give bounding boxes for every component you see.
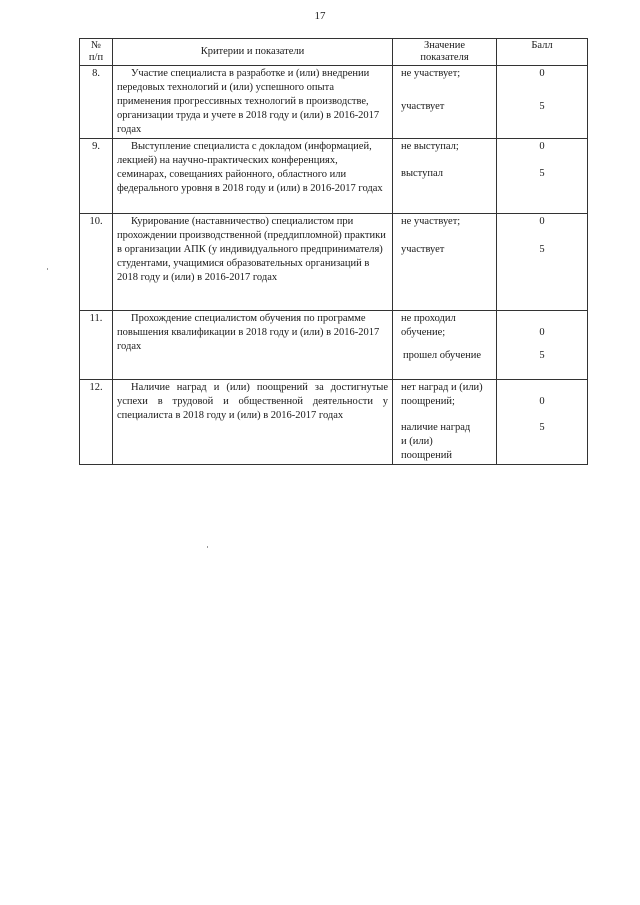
row-number: 10. (80, 214, 113, 311)
row-scores (497, 139, 588, 214)
row-values (393, 66, 497, 139)
page-number: 17 (314, 10, 326, 22)
table-row (80, 139, 588, 214)
option-value: не проходил обучение; (401, 313, 456, 338)
row-values (393, 139, 497, 214)
criteria-text: Прохождение специалистом обучения по программе повышения квалификации в 2018 году и (или) в 2016-2017 годах (117, 313, 380, 352)
option-value: не участвует; (401, 68, 461, 79)
row-values (393, 380, 497, 465)
criteria-table (79, 38, 588, 465)
header-criteria: Критерии и показатели (113, 39, 393, 66)
option-score: 5 (539, 101, 545, 112)
row-number: 9. (80, 139, 113, 214)
option-score: 5 (539, 244, 545, 255)
option-value: прошел обучение (403, 350, 482, 361)
criteria-text: Выступление специалиста с докладом (информацией, лекцией) на научно-практических конференциях, семинарах, совещаниях районного, областного или федерального уровня в 2018 году и (или) в 2016-2017 годах (117, 141, 383, 194)
row-scores (497, 214, 588, 311)
scan-speck (207, 546, 208, 548)
option-score: 0 (539, 396, 545, 407)
row-number: 11. (80, 311, 113, 380)
row-scores (497, 380, 588, 465)
header-num: № п/п (80, 39, 113, 66)
scan-speck (47, 268, 48, 270)
header-score: Балл (497, 39, 588, 66)
table-header-row (80, 39, 588, 66)
option-value: участвует (401, 101, 445, 112)
option-score: 0 (539, 216, 545, 227)
row-number: 12. (80, 380, 113, 465)
option-value: нет наград и (или) поощрений; (401, 382, 483, 407)
row-criteria (113, 214, 393, 311)
row-values (393, 311, 497, 380)
option-score: 5 (539, 168, 545, 179)
option-score: 5 (539, 422, 545, 433)
table-row (80, 380, 588, 465)
criteria-text: Участие специалиста в разработке и (или) внедрении передовых технологий и (или) успешного опыта применения прогрессивных технологий в производстве, организации труда и учете в 2018 году и (или) в 2016-2017 годах (117, 68, 380, 135)
row-number: 8. (80, 66, 113, 139)
row-scores (497, 66, 588, 139)
row-criteria (113, 380, 393, 465)
table-row (80, 66, 588, 139)
row-values (393, 214, 497, 311)
header-value: Значение показателя (393, 39, 497, 66)
row-criteria (113, 139, 393, 214)
option-score: 0 (539, 327, 545, 338)
option-value: участвует (401, 244, 445, 255)
row-criteria (113, 66, 393, 139)
option-score: 0 (539, 68, 545, 79)
row-criteria (113, 311, 393, 380)
option-score: 0 (539, 141, 545, 152)
option-value: выступал (401, 168, 443, 179)
criteria-text: Наличие наград и (или) поощрений за достигнутые успехи в трудовой и общественной деятельности у специалиста в 2018 году и (или) в 2016-2017 годах (117, 382, 388, 421)
criteria-text: Курирование (наставничество) специалистом при прохождении производственной (преддипломной) практики в организации АПК (у индивидуального предпринимателя) студентами, учащимися образовательных организаций в 2018 году и (или) в 2016-2017 годах (117, 216, 386, 283)
table-row (80, 311, 588, 380)
option-value: наличие наград и (или) поощрений (401, 422, 471, 461)
row-scores (497, 311, 588, 380)
table-row (80, 214, 588, 311)
option-value: не выступал; (401, 141, 459, 152)
option-value: не участвует; (401, 216, 461, 227)
option-score: 5 (539, 350, 545, 361)
